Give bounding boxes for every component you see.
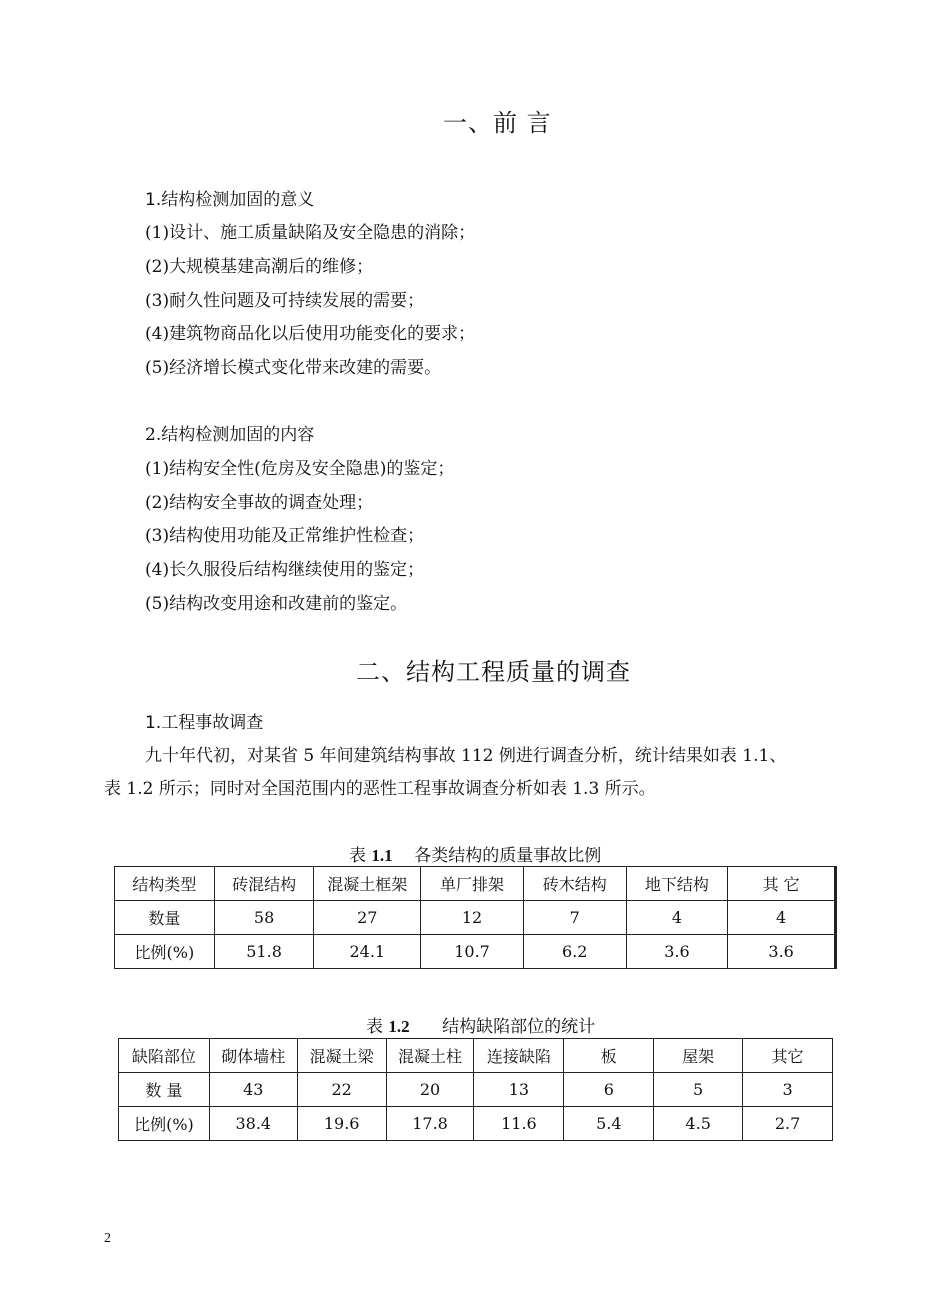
section1-item: (1)设计、施工质量缺陷及安全隐患的消除； (145, 223, 476, 243)
section2-title: 2.结构检测加固的内容 (145, 425, 315, 445)
table-cell: 27 (314, 901, 421, 935)
table-cell: 4 (728, 901, 836, 935)
table-row (115, 935, 836, 969)
table-cell: 58 (214, 901, 314, 935)
table-cell: 3 (743, 1073, 833, 1107)
section2-item: (2)结构安全事故的调查处理； (145, 493, 374, 513)
table-cell: 43 (209, 1073, 297, 1107)
section1-item: (5)经济增长模式变化带来改建的需要。 (145, 358, 442, 378)
paragraph-line: 九十年代初，对某省 5 年间建筑结构事故 112 例进行调查分析，统计结果如表 1.1、 (145, 746, 787, 766)
table-row (119, 1107, 833, 1141)
subsection-title: 1.工程事故调查 (145, 713, 264, 733)
table-cell: 12 (421, 901, 524, 935)
caption-number: 1.2 (388, 1017, 410, 1036)
table-cell: 19.6 (297, 1107, 386, 1141)
table-row (115, 867, 836, 901)
table-cell: 比例(%) (119, 1107, 210, 1141)
table-header-cell: 连接缺陷 (474, 1039, 564, 1073)
table-cell: 10.7 (421, 935, 524, 969)
section-heading-preface: 一、前 言 (443, 109, 552, 137)
table-cell: 3.6 (626, 935, 728, 969)
table-row (115, 901, 836, 935)
table-cell: 4.5 (654, 1107, 743, 1141)
table1-caption (349, 841, 601, 866)
caption-number: 1.1 (371, 846, 393, 865)
table-cell: 22 (297, 1073, 386, 1107)
table1 (114, 866, 837, 969)
table-cell: 数 量 (119, 1073, 210, 1107)
table-cell: 5 (654, 1073, 743, 1107)
table-header-cell: 其 它 (728, 867, 836, 901)
table-cell: 6.2 (523, 935, 626, 969)
table-cell: 3.6 (728, 935, 836, 969)
table-cell: 11.6 (474, 1107, 564, 1141)
table-header-cell: 板 (564, 1039, 654, 1073)
section1-item: (4)建筑物商品化以后使用功能变化的要求； (145, 324, 476, 344)
table-header-cell: 地下结构 (626, 867, 728, 901)
table2-caption (366, 1012, 595, 1037)
table-header-cell: 缺陷部位 (119, 1039, 210, 1073)
table-cell: 数量 (115, 901, 215, 935)
caption-prefix: 表 (366, 1017, 383, 1037)
table-header-cell: 结构类型 (115, 867, 215, 901)
table-cell: 20 (386, 1073, 474, 1107)
table-header-cell: 其它 (743, 1039, 833, 1073)
table-cell: 2.7 (743, 1107, 833, 1141)
caption-title: 结构缺陷部位的统计 (442, 1017, 596, 1037)
section-heading-survey: 二、结构工程质量的调查 (356, 658, 631, 686)
section2-item: (4)长久服役后结构继续使用的鉴定； (145, 560, 425, 580)
table-cell: 6 (564, 1073, 654, 1107)
section2-item: (5)结构改变用途和改建前的鉴定。 (145, 594, 408, 614)
page-number: 2 (104, 1231, 111, 1246)
table-cell: 4 (626, 901, 728, 935)
table-header-cell: 混凝土框架 (314, 867, 421, 901)
table-header-cell: 单厂排架 (421, 867, 524, 901)
table-header-cell: 砖混结构 (214, 867, 314, 901)
table-cell: 38.4 (209, 1107, 297, 1141)
table-cell: 13 (474, 1073, 564, 1107)
table-row (119, 1073, 833, 1107)
section1-item: (3)耐久性问题及可持续发展的需要； (145, 291, 425, 311)
table-header-cell: 砌体墙柱 (209, 1039, 297, 1073)
table2 (118, 1038, 833, 1141)
table-cell: 17.8 (386, 1107, 474, 1141)
section1-item: (2)大规模基建高潮后的维修； (145, 257, 374, 277)
caption-title: 各类结构的质量事故比例 (414, 846, 602, 866)
table-header-cell: 混凝土柱 (386, 1039, 474, 1073)
section2-item: (1)结构安全性(危房及安全隐患)的鉴定； (145, 459, 455, 479)
caption-prefix: 表 (349, 846, 366, 866)
table-row (119, 1039, 833, 1073)
table-cell: 比例(%) (115, 935, 215, 969)
table-header-cell: 屋架 (654, 1039, 743, 1073)
section1-title: 1.结构检测加固的意义 (145, 190, 315, 210)
table-cell: 7 (523, 901, 626, 935)
table-header-cell: 混凝土梁 (297, 1039, 386, 1073)
table-cell: 24.1 (314, 935, 421, 969)
table-header-cell: 砖木结构 (523, 867, 626, 901)
table-cell: 51.8 (214, 935, 314, 969)
section2-item: (3)结构使用功能及正常维护性检查； (145, 526, 425, 546)
table-cell: 5.4 (564, 1107, 654, 1141)
paragraph-line: 表 1.2 所示；同时对全国范围内的恶性工程事故调查分析如表 1.3 所示。 (104, 779, 656, 799)
